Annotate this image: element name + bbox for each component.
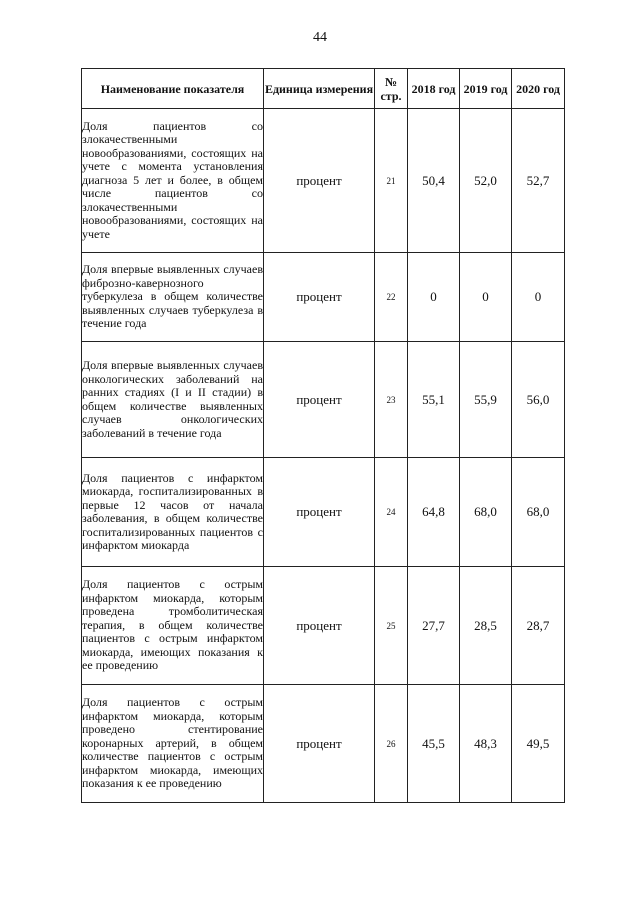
indicator-unit: процент — [264, 567, 375, 685]
value-2020: 56,0 — [512, 342, 565, 458]
page-number: 44 — [313, 30, 327, 45]
header-line-number: № стр. — [375, 69, 408, 109]
value-2019: 28,5 — [460, 567, 512, 685]
indicator-unit: процент — [264, 109, 375, 253]
indicators-table — [81, 68, 565, 803]
table-row — [82, 109, 565, 253]
value-2019: 55,9 — [460, 342, 512, 458]
line-number: 21 — [375, 109, 408, 253]
line-number: 26 — [375, 685, 408, 803]
value-2020: 68,0 — [512, 458, 565, 567]
value-2020: 0 — [512, 253, 565, 342]
table-row — [82, 685, 565, 803]
value-2019: 48,3 — [460, 685, 512, 803]
header-indicator-name: Наименование показателя — [82, 69, 264, 109]
value-2018: 27,7 — [408, 567, 460, 685]
value-2019: 0 — [460, 253, 512, 342]
value-2018: 0 — [408, 253, 460, 342]
table-header — [82, 69, 565, 109]
value-2018: 50,4 — [408, 109, 460, 253]
value-2018: 45,5 — [408, 685, 460, 803]
value-2019: 52,0 — [460, 109, 512, 253]
indicator-name: Доля впервые выявленных случаев фиброзно-кавернозного туберкулеза в общем количестве выявленных случаев туберкулеза в течение года — [82, 253, 264, 342]
indicator-unit: процент — [264, 458, 375, 567]
table-row — [82, 253, 565, 342]
value-2018: 64,8 — [408, 458, 460, 567]
value-2020: 49,5 — [512, 685, 565, 803]
indicator-unit: процент — [264, 685, 375, 803]
table-row — [82, 567, 565, 685]
header-year-2020: 2020 год — [512, 69, 565, 109]
indicator-name: Доля пациентов с инфарктом миокарда, госпитализированных в первые 12 часов от начала заболевания, в общем количестве госпитализированных пациентов с инфарктом миокарда — [82, 458, 264, 567]
table-row — [82, 458, 565, 567]
value-2018: 55,1 — [408, 342, 460, 458]
indicator-name: Доля пациентов со злокачественными новообразованиями, состоящих на учете с момента установления диагноза 5 лет и более, в общем числе пациентов со злокачественными новообразованиями, состоящих на учете — [82, 109, 264, 253]
line-number: 25 — [375, 567, 408, 685]
header-year-2019: 2019 год — [460, 69, 512, 109]
table-row — [82, 342, 565, 458]
indicator-name: Доля впервые выявленных случаев онкологических заболеваний на ранних стадиях (I и II стадии) в общем количестве выявленных случаев онкологических заболеваний в течение года — [82, 342, 264, 458]
value-2019: 68,0 — [460, 458, 512, 567]
indicator-name: Доля пациентов с острым инфарктом миокарда, которым проведена тромболитическая терапия, в общем количестве пациентов с острым инфарктом миокарда, имеющих показания к ее проведению — [82, 567, 264, 685]
indicator-unit: процент — [264, 253, 375, 342]
line-number: 22 — [375, 253, 408, 342]
value-2020: 52,7 — [512, 109, 565, 253]
value-2020: 28,7 — [512, 567, 565, 685]
line-number: 24 — [375, 458, 408, 567]
line-number: 23 — [375, 342, 408, 458]
header-year-2018: 2018 год — [408, 69, 460, 109]
header-unit: Единица измерения — [264, 69, 375, 109]
indicator-name: Доля пациентов с острым инфарктом миокарда, которым проведено стентирование коронарных артерий, в общем количестве пациентов с острым инфарктом миокарда, имеющих показания к ее проведению — [82, 685, 264, 803]
indicator-unit: процент — [264, 342, 375, 458]
